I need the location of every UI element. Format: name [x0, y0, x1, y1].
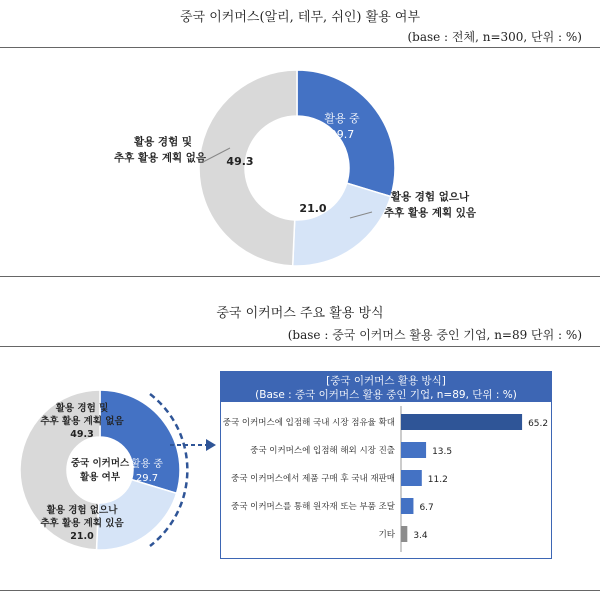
donut2-center-label-2: 활용 여부	[79, 472, 121, 483]
chart1-title: 중국 이커머스(알리, 테무, 쉬인) 활용 여부	[180, 10, 420, 25]
donut1-slice-1	[293, 183, 391, 266]
donut2-center	[69, 439, 131, 501]
donut1-label-none-1: 활용 경험 및	[133, 136, 193, 148]
donut2-label-none-1: 활용 경험 및	[55, 403, 109, 414]
divider-bottom	[0, 590, 600, 591]
donut2-center-label-1: 중국 이커머스	[70, 458, 130, 469]
bar-value-0: 65.2	[528, 419, 549, 429]
donut2-label-using: 활용 중	[130, 459, 164, 470]
bar-value-1: 13.5	[432, 447, 453, 457]
donut2-label-planned-1: 활용 경험 없으나	[46, 505, 118, 516]
bar-category-1: 중국 이커머스에 입점해 해외 시장 진출	[250, 446, 395, 456]
bar-0	[401, 414, 522, 430]
donut1-value-none: 49.3	[226, 155, 254, 168]
divider-lower	[0, 346, 600, 347]
donut-chart-2	[0, 350, 230, 580]
bar-2	[401, 470, 422, 486]
bar-chart-header	[221, 372, 551, 402]
bar-chart-panel	[220, 371, 552, 559]
divider-middle	[0, 276, 600, 277]
divider-top	[0, 47, 600, 48]
donut-chart-1	[0, 50, 600, 275]
bar-chart-title: [중국 이커머스 활용 방식]	[326, 375, 446, 387]
bar-value-3: 6.7	[419, 503, 434, 513]
chart2-title: 중국 이커머스 주요 활용 방식	[216, 306, 384, 321]
donut2-value-using: 29.7	[135, 473, 159, 484]
donut1-value-planned: 21.0	[299, 202, 327, 215]
donut1-label-planned-1: 활용 경험 없으나	[390, 191, 470, 203]
donut2-value-planned: 21.0	[70, 531, 94, 542]
donut1-value-using: 29.7	[329, 128, 355, 141]
donut1-label-using: 활용 중	[324, 112, 360, 125]
chart1-base-note: (base : 전체, n=300, 단위 : %)	[407, 30, 582, 44]
bar-1	[401, 442, 426, 458]
donut2-label-planned-2: 추후 활용 계획 있음	[40, 518, 124, 529]
chart2-base-note: (base : 중국 이커머스 활용 중인 기업, n=89 단위 : %)	[287, 328, 582, 342]
bar-4	[401, 526, 407, 542]
arrow-icon	[206, 439, 216, 451]
donut1-label-none-2: 추후 활용 계획 없음	[113, 152, 207, 164]
bar-category-3: 중국 이커머스를 통해 원자재 또는 부품 조달	[230, 502, 395, 512]
bar-value-4: 3.4	[413, 531, 428, 541]
donut2-value-none: 49.3	[70, 429, 94, 440]
bar-category-0: 중국 이커머스에 입점해 국내 시장 점유율 확대	[222, 418, 395, 428]
bar-category-2: 중국 이커머스에서 제품 구매 후 국내 재판매	[230, 474, 395, 484]
bar-value-2: 11.2	[427, 475, 448, 485]
donut1-label-planned-2: 추후 활용 계획 있음	[383, 207, 477, 219]
donut2-label-none-2: 추후 활용 계획 없음	[40, 416, 124, 427]
bar-3	[401, 498, 413, 514]
bar-chart	[221, 402, 551, 557]
bar-category-4: 기타	[378, 530, 395, 540]
bar-chart-base: (Base : 중국 이커머스 활용 중인 기업, n=89, 단위 : %)	[255, 389, 517, 401]
